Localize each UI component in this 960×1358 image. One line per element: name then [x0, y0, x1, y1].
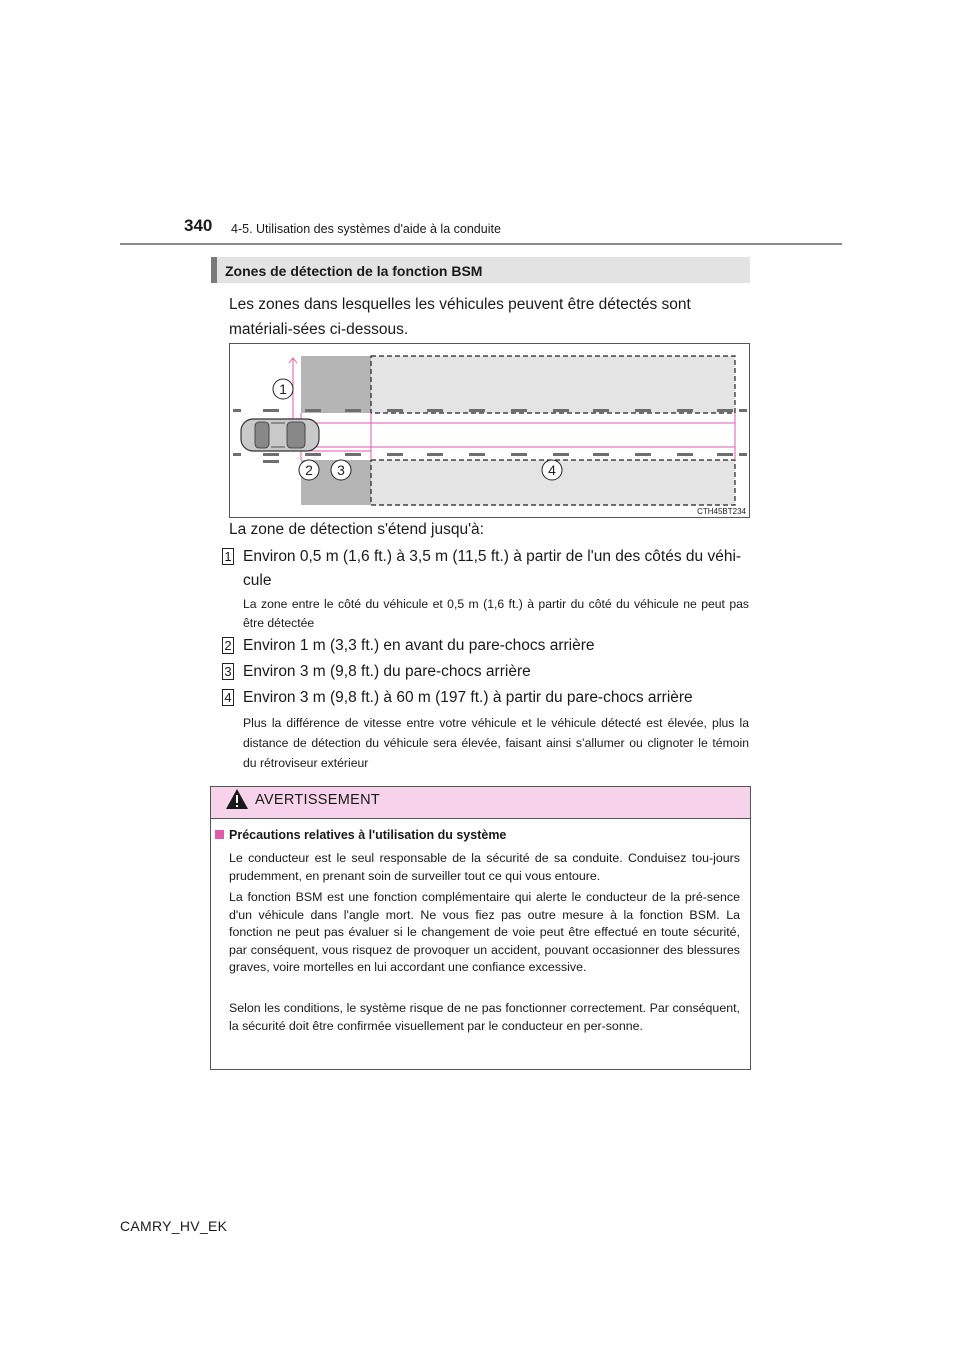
- diagram-label-4: 4: [548, 462, 556, 478]
- item-text: Environ 1 m (3,3 ft.) en avant du pare-chocs arrière: [243, 637, 595, 654]
- item-number: 3: [222, 663, 234, 680]
- item-text: Environ 3 m (9,8 ft.) à 60 m (197 ft.) à partir du pare-chocs arrière: [243, 689, 693, 706]
- diagram-label-2: 2: [305, 462, 313, 478]
- zone-intro: La zone de détection s'étend jusqu'à:: [229, 521, 484, 538]
- item-note: La zone entre le côté du véhicule et 0,5 m (1,6 ft.) à partir du côté du véhicule ne peut pas être détectée: [243, 597, 749, 630]
- upper-zone-far: [371, 356, 735, 413]
- item-number: 1: [222, 548, 234, 565]
- footer-code: CAMRY_HV_EK: [120, 1218, 228, 1234]
- upper-zone-near: [301, 356, 371, 413]
- warning-triangle-icon: [225, 788, 249, 810]
- warning-title: AVERTISSEMENT: [255, 792, 381, 808]
- section-heading: Zones de détection de la fonction BSM: [225, 263, 483, 279]
- diagram-label-3: 3: [337, 462, 345, 478]
- item-note: Plus la différence de vitesse entre votre véhicule et le véhicule détecté est élevée, plus la distance de détection du véhicule sera élevée, faisant ainsi s’allumer ou clignoter le témoin du rétroviseur extérieur: [243, 716, 749, 770]
- item-text: Environ 0,5 m (1,6 ft.) à 3,5 m (11,5 ft.) à partir de l'un des côtés du véhi-cule: [243, 548, 742, 589]
- section-heading-accent: [211, 257, 217, 283]
- section-title: 4-5. Utilisation des systèmes d'aide à la conduite: [231, 222, 501, 236]
- bsm-detection-diagram: [229, 343, 750, 518]
- warning-subtitle: [215, 828, 506, 842]
- diagram-code: CTH45BT234: [697, 507, 746, 516]
- warning-paragraph: Le conducteur est le seul responsable de la sécurité de sa conduite. Conduisez tou-jours prudemment, en prenant soin de surveiller tout ce qui vous entoure.: [229, 851, 740, 883]
- item-number: 4: [222, 689, 234, 706]
- page-number: 340: [184, 216, 213, 235]
- item-number: 2: [222, 637, 234, 654]
- diagram-label-1: 1: [279, 381, 287, 397]
- warning-paragraph: Selon les conditions, le système risque de ne pas fonctionner correctement. Par conséquent, la sécurité doit être confirmée visuellement par le conducteur en per-sonne.: [229, 1001, 740, 1033]
- warning-subtitle-text: Précautions relatives à l'utilisation du système: [229, 828, 507, 842]
- header-rule: [120, 243, 842, 245]
- vehicle-icon: [241, 419, 319, 451]
- bullet-square-icon: [215, 830, 224, 839]
- item-text: Environ 3 m (9,8 ft.) du pare-chocs arrière: [243, 663, 531, 680]
- warning-paragraph: La fonction BSM est une fonction complémentaire qui alerte le conducteur de la pré-sence d'un véhicule dans l'angle mort. Ne vous fiez pas outre mesure à la fonction BSM. La fonction ne peut pas évaluer si le changement de voie peut être effectué en toute sécurité, par conséquent, vous risquez de provoquer un accident, pouvant occasionner des blessures graves, voire mortelles en lui accordant une confiance excessive.: [229, 890, 740, 974]
- intro-text: Les zones dans lesquelles les véhicules peuvent être détectés sont matériali-sées ci-dessous.: [229, 296, 691, 338]
